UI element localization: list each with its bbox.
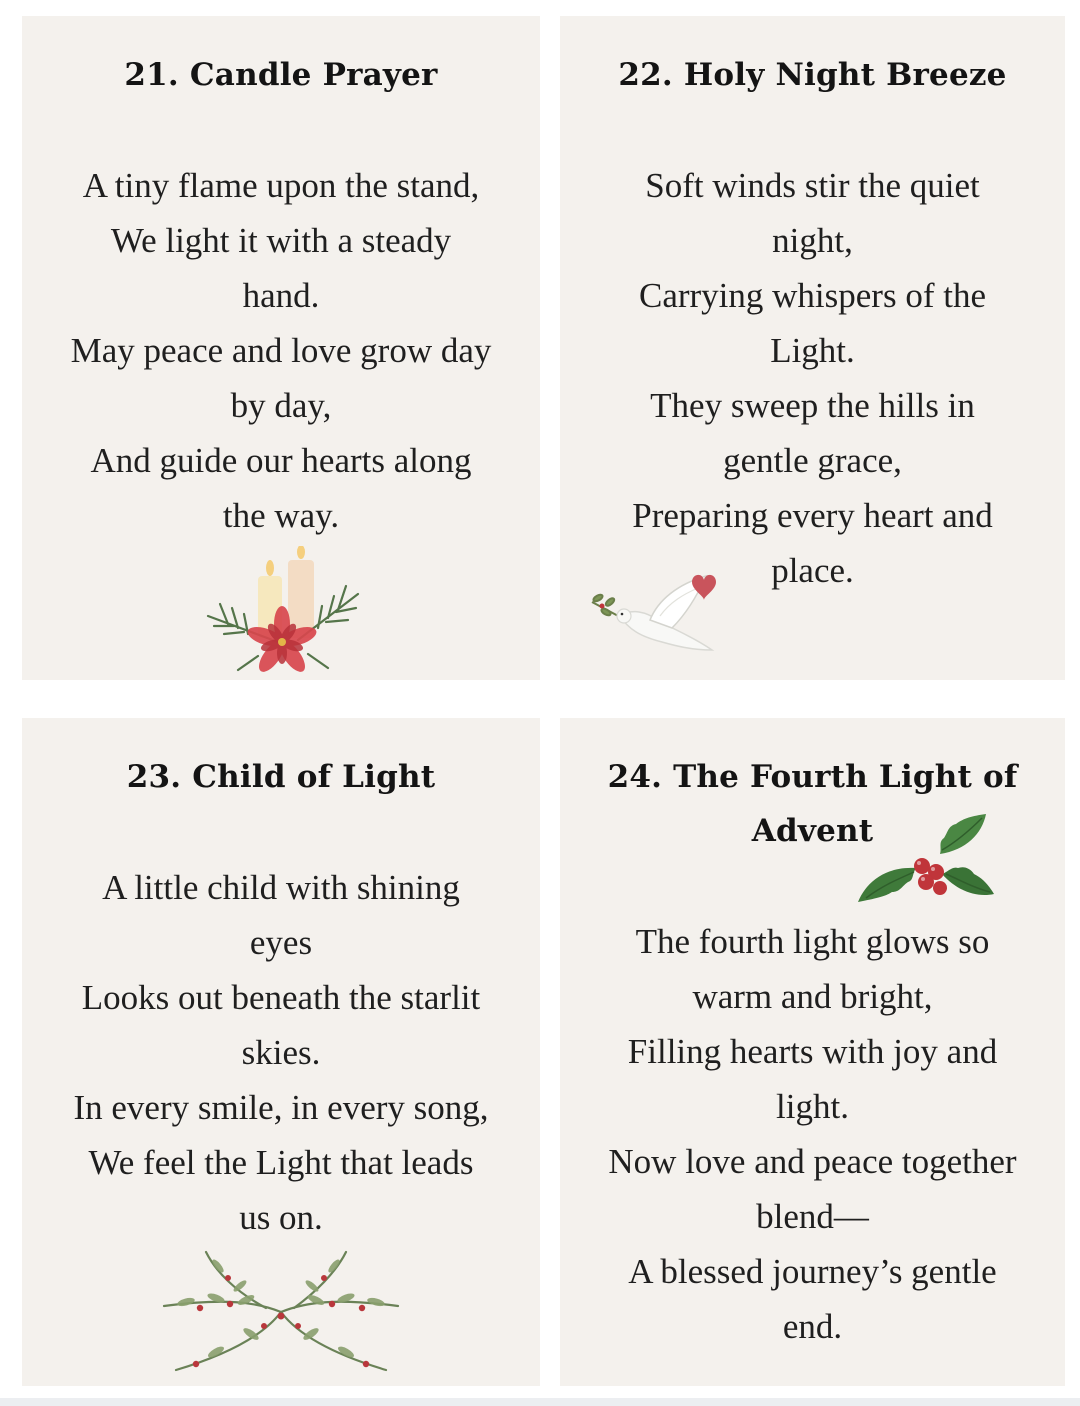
poem-line: We light it with a steady [110, 221, 452, 260]
poem-card-23 [22, 718, 540, 1386]
poem-line: We feel the Light that leads [88, 1143, 474, 1182]
mistletoe-sprig-icon [156, 1242, 406, 1382]
poem-line: the way. [222, 496, 340, 535]
poem-body [52, 860, 510, 1245]
poem-line: And guide our hearts along [90, 441, 472, 480]
poem-line: Now love and peace together [608, 1142, 1017, 1181]
poem-card-24 [560, 718, 1065, 1386]
poem-line: Filling hearts with joy and [627, 1032, 998, 1071]
poem-line: warm and bright, [692, 977, 933, 1016]
poem-line: gentle grace, [723, 441, 902, 480]
poem-title-line: Advent [751, 813, 874, 849]
poem-line: Light. [770, 331, 855, 370]
poem-line: us on. [239, 1198, 323, 1237]
poem-line: The fourth light glows so [635, 922, 990, 961]
poem-line: by day, [230, 386, 332, 425]
bottom-edge-strip [0, 1398, 1080, 1406]
poem-body [52, 158, 510, 543]
poem-line: Looks out beneath the starlit [81, 978, 481, 1017]
poem-title: 23. Child of Light [126, 759, 436, 795]
poem-line: blend— [756, 1197, 869, 1236]
poem-line: May peace and love grow day [70, 331, 492, 370]
poem-line: hand. [242, 276, 320, 315]
poem-body [574, 914, 1051, 1354]
poem-line: Soft winds stir the quiet [645, 166, 980, 205]
poem-card-22 [560, 16, 1065, 680]
poem-line: night, [772, 221, 853, 260]
poem-line: eyes [249, 923, 313, 962]
poem-line: light. [776, 1087, 849, 1126]
poem-line: A little child with shining [102, 868, 460, 907]
poem-line: Carrying whispers of the [638, 276, 986, 315]
poem-line: A tiny flame upon the stand, [82, 166, 480, 205]
poem-line: A blessed journey’s gentle [628, 1252, 997, 1291]
poem-title-line: 24. The Fourth Light of [607, 759, 1018, 795]
poem-line: place. [771, 551, 854, 590]
poem-card-21 [22, 16, 540, 680]
poem-line: end. [782, 1307, 843, 1346]
poem-line: skies. [241, 1033, 321, 1072]
poem-title: 22. Holy Night Breeze [618, 57, 1007, 93]
candles-poinsettia-icon [198, 546, 368, 674]
poem-line: They sweep the hills in [650, 386, 975, 425]
dove-heart-icon [588, 554, 738, 666]
poem-title: 21. Candle Prayer [124, 57, 438, 93]
poem-line: Preparing every heart and [632, 496, 993, 535]
poem-body [580, 158, 1045, 598]
poem-line: In every smile, in every song, [73, 1088, 489, 1127]
holly-icon [856, 810, 998, 910]
